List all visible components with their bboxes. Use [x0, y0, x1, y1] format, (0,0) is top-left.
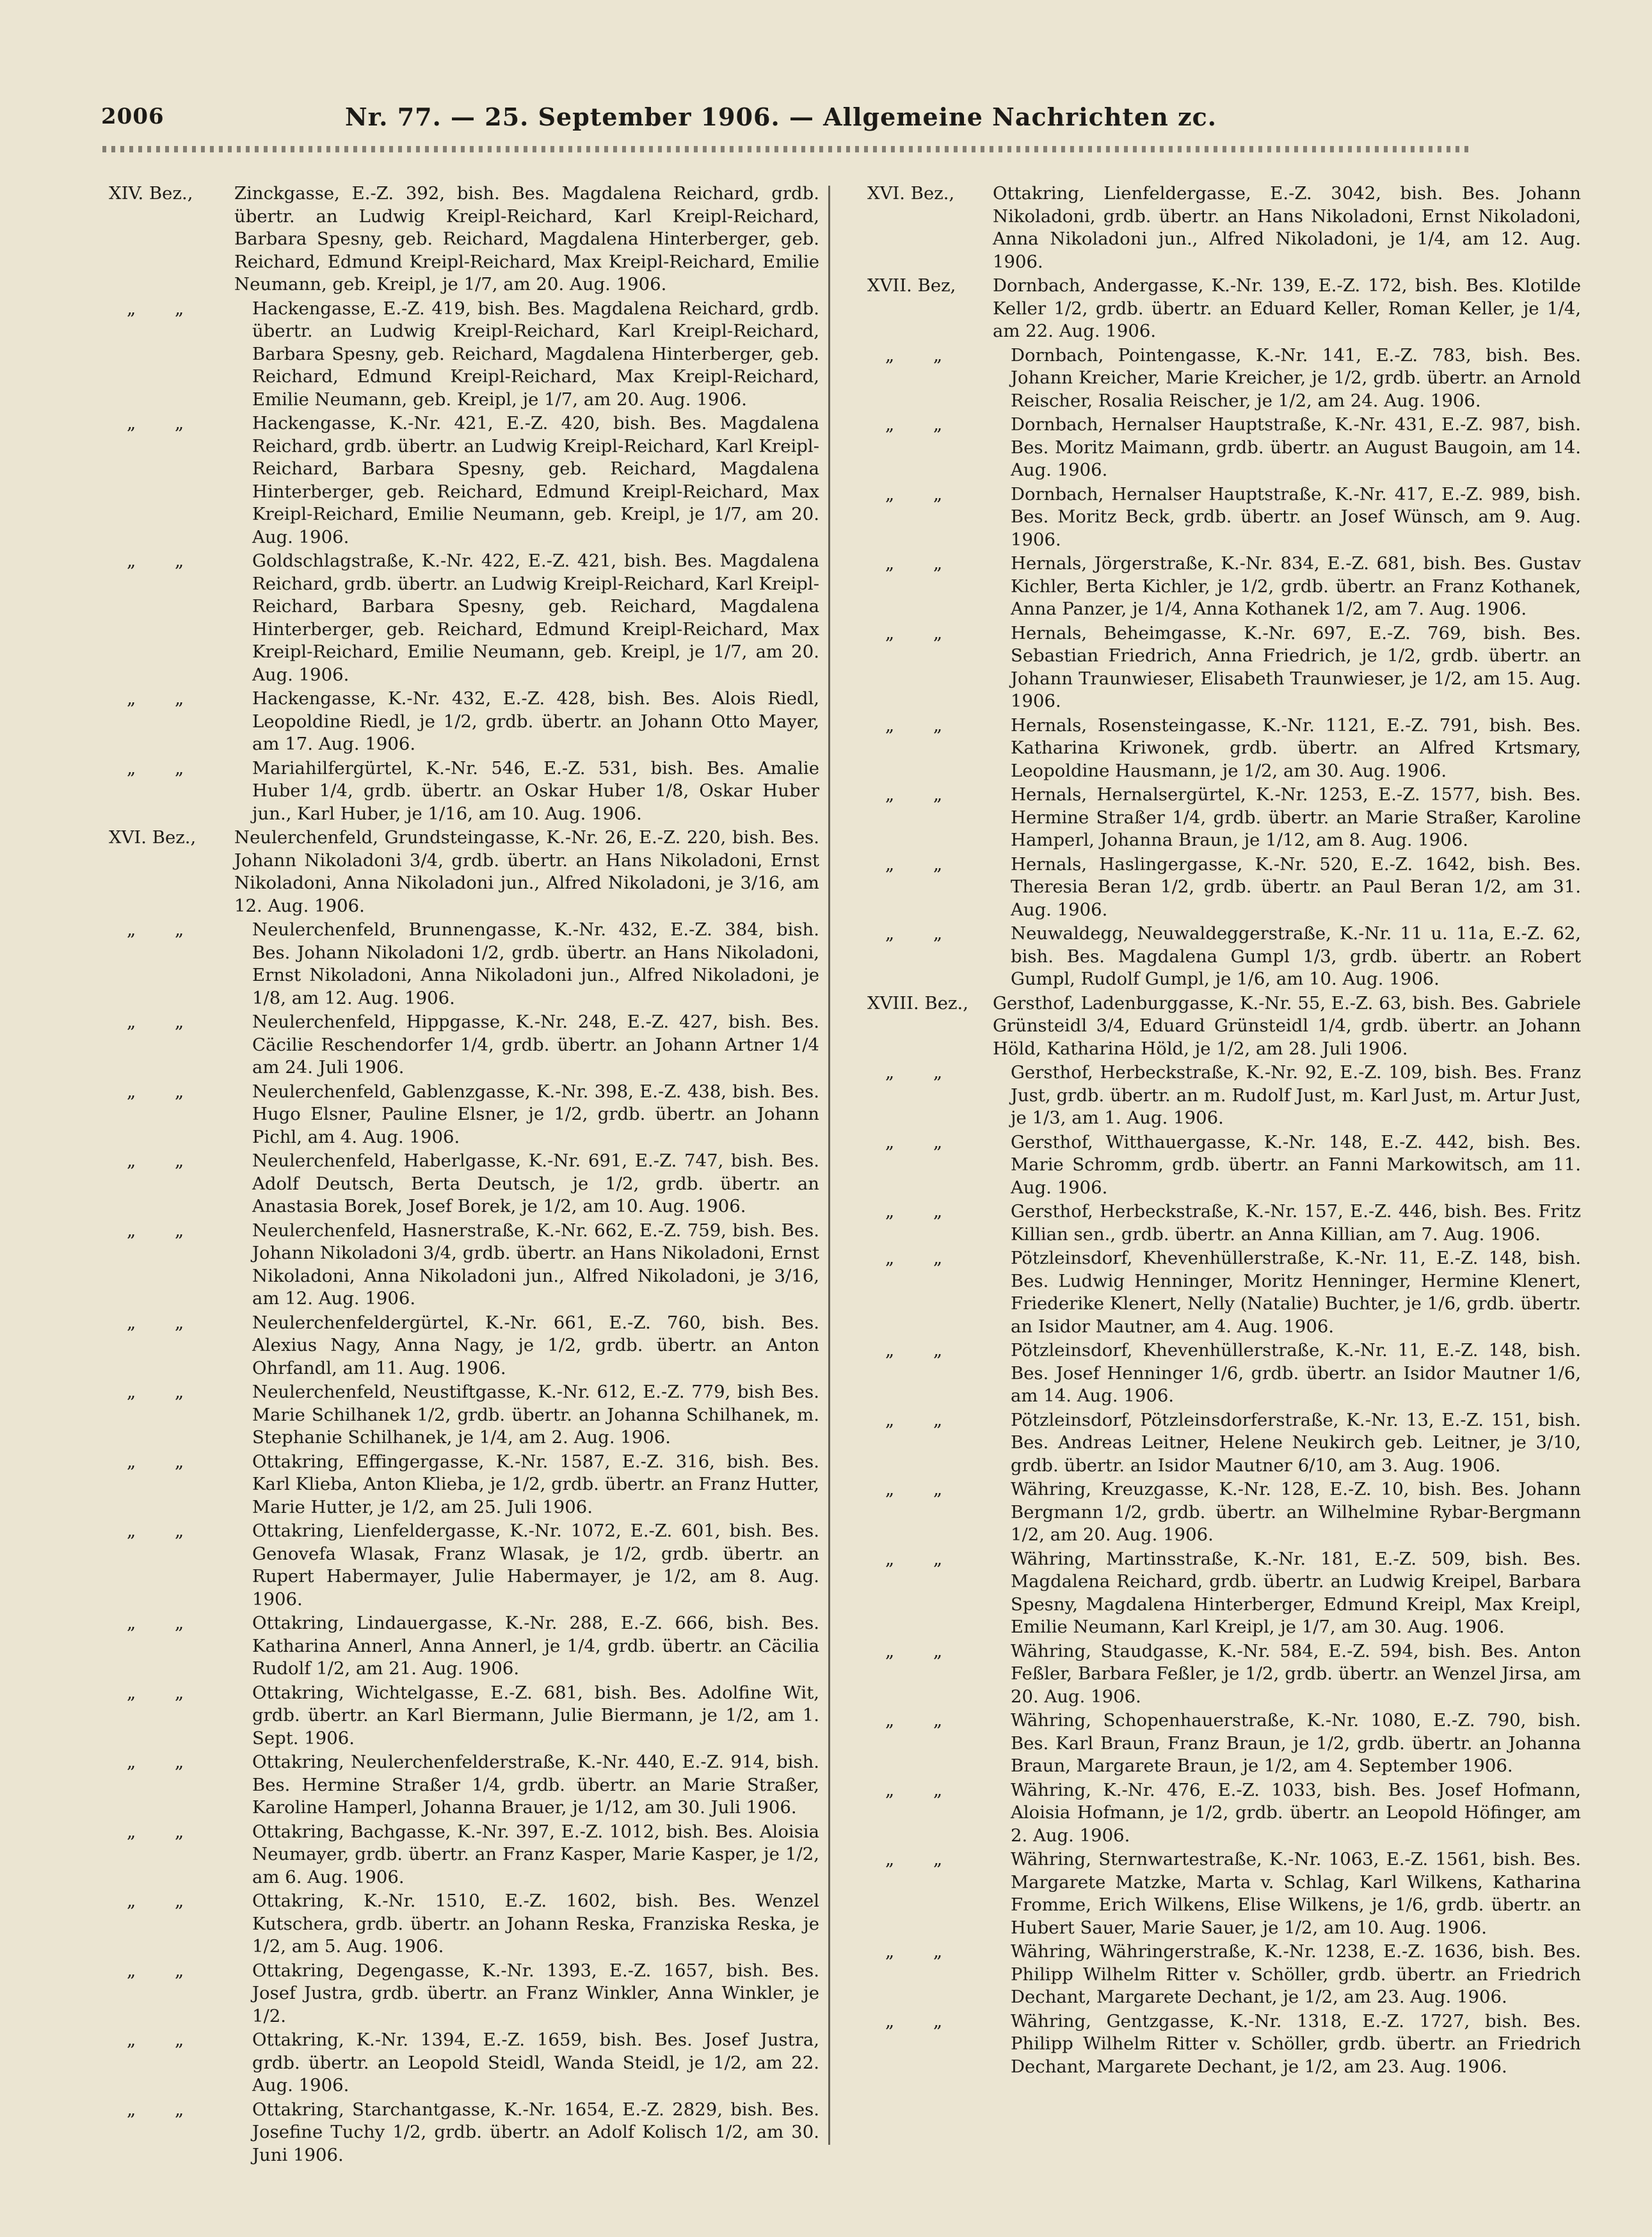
- district-prefix: „ „: [885, 1479, 959, 1499]
- register-entry: [867, 483, 1581, 552]
- register-entry: [109, 412, 819, 549]
- district-prefix: „ „: [127, 298, 201, 319]
- entry-text: Ottakring, Lienfeldergasse, E.-Z. 3042, bish. Bes. Johann Nikoladoni, grdb. übertr. an Hans Nikoladoni, Ernst Nikoladoni, Anna Nikoladoni jun., Alfred Nikoladoni, je 1/4, am 12. Aug. 1906.: [993, 183, 1581, 272]
- entry-text: Hernals, Hernalsergürtel, K.-Nr. 1253, E.-Z. 1577, bish. Bes. Hermine Straßer 1/4, grdb. übertr. an Marie Straßer, Karoline Hamperl, Johanna Braun, je 1/12, am 8. Aug. 1906.: [1011, 784, 1581, 850]
- district-prefix: „ „: [885, 483, 959, 505]
- entry-text: Neuwaldegg, Neuwaldeggerstraße, K.-Nr. 11 u. 11a, E.-Z. 62, bish. Bes. Magdalena Gumpl 1/3, grdb. übertr. an Robert Gumpl, Rudolf Gumpl, je 1/6, am 10. Aug. 1906.: [1011, 923, 1581, 989]
- entry-text: Währing, Schopenhauerstraße, K.-Nr. 1080, E.-Z. 790, bish. Bes. Karl Braun, Franz Braun, je 1/2, grdb. übertr. an Johanna Braun, Margarete Braun, je 1/2, am 4. September 1906.: [1011, 1710, 1581, 1776]
- register-entry: [109, 1150, 819, 1218]
- district-prefix: „ „: [127, 1521, 201, 1541]
- district-prefix: „ „: [127, 919, 201, 940]
- entry-text: Gersthof, Herbeckstraße, K.-Nr. 157, E.-Z. 446, bish. Bes. Fritz Killian sen., grdb. übertr. an Anna Killian, am 7. Aug. 1906.: [1011, 1201, 1581, 1245]
- entry-text: Hernals, Beheimgasse, K.-Nr. 697, E.-Z. 769, bish. Bes. Sebastian Friedrich, Anna Friedrich, je 1/2, grdb. übertr. an Johann Traunwieser, Elisabeth Traunwieser, je 1/2, am 15. Aug. 1906.: [1011, 622, 1581, 711]
- register-entry: [867, 1548, 1581, 1639]
- entry-text: Währing, Währingerstraße, K.-Nr. 1238, E.-Z. 1636, bish. Bes. Philipp Wilhelm Ritter v. Schöller, grdb. übertr. an Friedrich Dechant, Margarete Dechant, je 1/2, am 23. Aug. 1906.: [1011, 1941, 1581, 2007]
- register-entry: [109, 1890, 819, 1958]
- district-prefix: „ „: [885, 1548, 959, 1569]
- district-prefix: „ „: [127, 1682, 201, 1703]
- district-prefix: „ „: [885, 715, 959, 736]
- register-entry: [109, 1612, 819, 1681]
- register-entry: [867, 622, 1581, 713]
- district-prefix: „ „: [127, 1613, 201, 1633]
- district-prefix: „ „: [885, 414, 959, 435]
- entry-text: Währing, Martinsstraße, K.-Nr. 181, E.-Z. 509, bish. Bes. Magdalena Reichard, grdb. übertr. an Ludwig Kreipel, Barbara Spesny, Magdalena Hinterberger, Edmund Kreipl, Max Kreipl, Emilie Neumann, Karl Kreipl, je 1/7, am 30. Aug. 1906.: [1011, 1548, 1581, 1637]
- district-prefix: XIV. Bez.,: [109, 183, 193, 204]
- district-prefix: „ „: [885, 553, 959, 574]
- district-prefix: „ „: [127, 2099, 201, 2120]
- register-entry: [867, 1131, 1581, 1200]
- district-prefix: „ „: [885, 1340, 959, 1361]
- register-entry: [867, 275, 1581, 343]
- district-prefix: „ „: [885, 1941, 959, 1962]
- register-entry: [867, 1709, 1581, 1778]
- district-prefix: „ „: [127, 413, 201, 433]
- entry-text: Dornbach, Andergasse, K.-Nr. 139, E.-Z. 172, bish. Bes. Klotilde Keller 1/2, grdb. übertr. an Eduard Keller, Roman Keller, je 1/4, am 22. Aug. 1906.: [993, 275, 1581, 341]
- entry-text: Hernals, Haslingergasse, K.-Nr. 520, E.-Z. 1642, bish. Bes. Theresia Beran 1/2, grdb. übertr. an Paul Beran 1/2, am 31. Aug. 1906.: [1011, 853, 1581, 920]
- district-prefix: „ „: [127, 1012, 201, 1032]
- district-prefix: „ „: [885, 1779, 959, 1800]
- entry-text: Ottakring, Degengasse, K.-Nr. 1393, E.-Z. 1657, bish. Bes. Josef Justra, grdb. übertr. an Franz Winkler, Anna Winkler, je 1/2.: [252, 1960, 819, 2026]
- register-entry: [867, 1848, 1581, 1939]
- entry-text: Pötzleinsdorf, Khevenhüllerstraße, K.-Nr. 11, E.-Z. 148, bish. Bes. Josef Henninger 1/6, grdb. übertr. an Isidor Mautner 1/6, am 14. Aug. 1906.: [1011, 1340, 1581, 1406]
- district-prefix: „ „: [885, 784, 959, 805]
- register-entry: [109, 827, 819, 917]
- entry-text: Ottakring, Neulerchenfelderstraße, K.-Nr. 440, E.-Z. 914, bish. Bes. Hermine Straßer 1/4, grdb. übertr. an Marie Straßer, Karoline Hamperl, Johanna Brauer, je 1/12, am 30. Juli 1906.: [252, 1752, 819, 1818]
- register-entry: [867, 1478, 1581, 1547]
- district-prefix: „ „: [127, 1220, 201, 1241]
- register-entry: [109, 757, 819, 826]
- register-entry: [867, 1640, 1581, 1709]
- entry-text: Neulerchenfeld, Gablenzgasse, K.-Nr. 398, E.-Z. 438, bish. Bes. Hugo Elsner, Pauline Elsner, je 1/2, grdb. übertr. an Johann Pichl, am 4. Aug. 1906.: [252, 1081, 819, 1147]
- entry-text: Dornbach, Hernalser Hauptstraße, K.-Nr. 431, E.-Z. 987, bish. Bes. Moritz Maimann, grdb. übertr. an August Baugoin, am 14. Aug. 1906.: [1011, 414, 1581, 480]
- register-entry: [109, 1011, 819, 1079]
- district-prefix: „ „: [127, 1821, 201, 1842]
- district-prefix: „ „: [127, 1960, 201, 1981]
- district-prefix: „ „: [885, 1131, 959, 1152]
- entry-text: Neulerchenfeld, Haberlgasse, K.-Nr. 691, E.-Z. 747, bish. Bes. Adolf Deutsch, Berta Deutsch, je 1/2, grdb. übertr. an Anastasia Borek, Josef Borek, je 1/2, am 10. Aug. 1906.: [252, 1151, 819, 1216]
- district-prefix: „ „: [885, 853, 959, 875]
- register-entry: [867, 1941, 1581, 2009]
- entry-text: Ottakring, Bachgasse, K.-Nr. 397, E.-Z. 1012, bish. Bes. Aloisia Neumayer, grdb. übertr. an Franz Kasper, Marie Kasper, je 1/2, am 6. Aug. 1906.: [252, 1821, 819, 1887]
- entry-text: Neulerchenfeld, Hippgasse, K.-Nr. 248, E.-Z. 427, bish. Bes. Cäcilie Reschendorfer 1/4, grdb. übertr. an Johann Artner 1/4 am 24. Juli 1906.: [252, 1012, 819, 1078]
- entry-text: Pötzleinsdorf, Khevenhüllerstraße, K.-Nr. 11, E.-Z. 148, bish. Bes. Ludwig Henninger, Moritz Henninger, Hermine Klenert, Friederike Klenert, Nelly (Natalie) Buchter, je 1/6, grdb. übertr. an Isidor Mautner, am 4. Aug. 1906.: [1011, 1248, 1581, 1337]
- district-prefix: „ „: [885, 1849, 959, 1870]
- register-entry: [867, 1062, 1581, 1130]
- entry-text: Ottakring, Wichtelgasse, E.-Z. 681, bish. Bes. Adolfine Wit, grdb. übertr. an Karl Biermann, Julie Biermann, je 1/2, am 1. Sept. 1906.: [252, 1682, 819, 1748]
- entry-text: Ottakring, Effingergasse, K.-Nr. 1587, E.-Z. 316, bish. Bes. Karl Klieba, Anton Klieba, je 1/2, grdb. übertr. an Franz Hutter, Marie Hutter, je 1/2, am 25. Juli 1906.: [252, 1451, 819, 1517]
- district-prefix: „ „: [127, 1891, 201, 1911]
- entry-text: Ottakring, Lindauergasse, K.-Nr. 288, E.-Z. 666, bish. Bes. Katharina Annerl, Anna Annerl, je 1/4, grdb. übertr. an Cäcilia Rudolf 1/2, am 21. Aug. 1906.: [252, 1613, 819, 1679]
- page-number: 2006: [101, 104, 164, 129]
- entry-text: Mariahilfergürtel, K.-Nr. 546, E.-Z. 531, bish. Bes. Amalie Huber 1/4, grdb. übertr. an Oskar Huber 1/8, Oskar Huber jun., Karl Huber, je 1/16, am 10. Aug. 1906.: [252, 757, 819, 824]
- district-prefix: XVII. Bez,: [867, 275, 956, 296]
- entry-text: Währing, Gentzgasse, K.-Nr. 1318, E.-Z. 1727, bish. Bes. Philipp Wilhelm Ritter v. Schöller, grdb. übertr. an Friedrich Dechant, Margarete Dechant, je 1/2, am 23. Aug. 1906.: [1011, 2010, 1581, 2077]
- entry-text: Neulerchenfeld, Hasnerstraße, K.-Nr. 662, E.-Z. 759, bish. Bes. Johann Nikoladoni 3/4, grdb. übertr. an Hans Nikoladoni, Ernst Nikoladoni, Anna Nikoladoni jun., Alfred Nikoladoni, je 3/16, am 12. Aug. 1906.: [252, 1220, 819, 1309]
- register-entry: [867, 2010, 1581, 2079]
- entry-text: Zinckgasse, E.-Z. 392, bish. Bes. Magdalena Reichard, grdb. übertr. an Ludwig Kreipl-Reichard, Karl Kreipl-Reichard, Barbara Spesny, geb. Reichard, Magdalena Hinterberger, geb. Reichard, Edmund Kreipl-Reichard, Max Kreipl-Reichard, Emilie Neumann, geb. Kreipl, je 1/7, am 20. Aug. 1906.: [234, 183, 819, 295]
- district-prefix: „ „: [127, 2030, 201, 2050]
- entry-text: Hernals, Jörgerstraße, K.-Nr. 834, E.-Z. 681, bish. Bes. Gustav Kichler, Berta Kichler, je 1/2, grdb. übertr. an Franz Kothanek, Anna Panzer, je 1/4, Anna Kothanek 1/2, am 7. Aug. 1906.: [1011, 553, 1581, 619]
- district-prefix: „ „: [885, 923, 959, 944]
- entry-text: Gersthof, Herbeckstraße, K.-Nr. 92, E.-Z. 109, bish. Bes. Franz Just, grdb. übertr. an m. Rudolf Just, m. Karl Just, m. Artur Just, je 1/3, am 1. Aug. 1906.: [1011, 1062, 1581, 1128]
- right-column: [867, 182, 1581, 2080]
- entry-text: Währing, K.-Nr. 476, E.-Z. 1033, bish. Bes. Josef Hofmann, Aloisia Hofmann, je 1/2, grdb. übertr. an Leopold Höfinger, am 2. Aug. 1906.: [1011, 1779, 1581, 1846]
- entry-text: Ottakring, K.-Nr. 1394, E.-Z. 1659, bish. Bes. Josef Justra, grdb. übertr. an Leopold Steidl, Wanda Steidl, je 1/2, am 22. Aug. 1906.: [252, 2030, 819, 2096]
- district-prefix: „ „: [127, 757, 201, 779]
- register-entry: [109, 1520, 819, 1611]
- district-prefix: „ „: [885, 1640, 959, 1661]
- left-column: [109, 182, 819, 2168]
- entry-text: Währing, Sternwartestraße, K.-Nr. 1063, E.-Z. 1561, bish. Bes. Margarete Matzke, Marta v. Schlag, Karl Wilkens, Katharina Fromme, Erich Wilkens, Elise Wilkens, je 1/6, grdb. übertr. an Hubert Sauer, Marie Sauer, je 1/2, am 10. Aug. 1906.: [1011, 1849, 1581, 1938]
- entry-text: Neulerchenfeld, Neustiftgasse, K.-Nr. 612, E.-Z. 779, bish Bes. Marie Schilhanek 1/2, grdb. übertr. an Johanna Schilhanek, m. Stephanie Schilhanek, je 1/4, am 2. Aug. 1906.: [252, 1382, 819, 1448]
- register-entry: [109, 1451, 819, 1519]
- register-entry: [867, 784, 1581, 852]
- entry-text: Währing, Kreuzgasse, K.-Nr. 128, E.-Z. 10, bish. Bes. Johann Bergmann 1/2, grdb. übertr. an Wilhelmine Rybar-Bergmann 1/2, am 20. Aug. 1906.: [1011, 1479, 1581, 1545]
- register-entry: [867, 853, 1581, 922]
- district-prefix: „ „: [127, 1151, 201, 1171]
- register-entry: [109, 1081, 819, 1149]
- district-prefix: „ „: [127, 551, 201, 571]
- entry-text: Dornbach, Pointengasse, K.-Nr. 141, E.-Z. 783, bish. Bes. Johann Kreicher, Marie Kreicher, je 1/2, grdb. übertr. an Arnold Reischer, Rosalia Reischer, je 1/2, am 24. Aug. 1906.: [1011, 344, 1581, 411]
- register-entry: [109, 1960, 819, 2028]
- entry-text: Hernals, Rosensteingasse, K.-Nr. 1121, E.-Z. 791, bish. Bes. Katharina Kriwonek, grdb. übertr. an Alfred Krtsmary, Leopoldine Hausmann, je 1/2, am 30. Aug. 1906.: [1011, 715, 1581, 781]
- register-entry: [867, 1247, 1581, 1338]
- district-prefix: XVI. Bez.,: [867, 183, 955, 204]
- entry-text: Hackengasse, K.-Nr. 421, E.-Z. 420, bish. Bes. Magdalena Reichard, grdb. übertr. an Ludwig Kreipl-Reichard, Karl Kreipl-Reichard, Barbara Spesny, geb. Reichard, Magdalena Hinterberger, geb. Reichard, Edmund Kreipl-Reichard, Max Kreipl-Reichard, Emilie Neumann, geb. Kreipl, je 1/7, am 20. Aug. 1906.: [252, 413, 819, 547]
- register-entry: [109, 1220, 819, 1311]
- entry-text: Neulerchenfeldergürtel, K.-Nr. 661, E.-Z. 760, bish. Bes. Alexius Nagy, Anna Nagy, je 1/2, grdb. übertr. an Anton Ohrfandl, am 11. Aug. 1906.: [252, 1312, 819, 1378]
- entry-text: Ottakring, Starchantgasse, K.-Nr. 1654, E.-Z. 2829, bish. Bes. Josefine Tuchy 1/2, grdb. übertr. an Adolf Kolisch 1/2, am 30. Juni 1906.: [252, 2099, 819, 2165]
- column-divider: [828, 186, 830, 2145]
- register-entry: [109, 550, 819, 686]
- district-prefix: „ „: [885, 1062, 959, 1083]
- register-entry: [867, 1339, 1581, 1408]
- register-entry: [109, 1821, 819, 1889]
- register-entry: [109, 1381, 819, 1450]
- register-entry: [867, 553, 1581, 621]
- register-entry: [867, 992, 1581, 1061]
- register-entry: [867, 1409, 1581, 1478]
- register-entry: [109, 1751, 819, 1820]
- register-entry: [109, 182, 819, 296]
- district-prefix: „ „: [885, 622, 959, 643]
- district-prefix: „ „: [127, 688, 201, 709]
- district-prefix: XVI. Bez.,: [109, 827, 196, 848]
- district-prefix: „ „: [885, 1409, 959, 1430]
- header-rule: [102, 146, 1472, 152]
- entry-text: Ottakring, Lienfeldergasse, K.-Nr. 1072, E.-Z. 601, bish. Bes. Genovefa Wlasak, Franz Wlasak, je 1/2, grdb. übertr. an Rupert Habermayer, Julie Habermayer, je 1/2, am 8. Aug. 1906.: [252, 1521, 819, 1610]
- register-entry: [109, 688, 819, 756]
- register-entry: [109, 1312, 819, 1380]
- register-entry: [109, 919, 819, 1010]
- page-header: [90, 96, 1472, 141]
- district-prefix: „ „: [885, 2010, 959, 2031]
- district-prefix: „ „: [885, 1248, 959, 1268]
- district-prefix: „ „: [127, 1081, 201, 1102]
- entry-text: Neulerchenfeld, Brunnengasse, K.-Nr. 432, E.-Z. 384, bish. Bes. Johann Nikoladoni 1/2, grdb. übertr. an Hans Nikoladoni, Ernst Nikoladoni, Anna Nikoladoni jun., Alfred Nikoladoni, je 1/8, am 12. Aug. 1906.: [252, 919, 819, 1008]
- district-prefix: „ „: [885, 1201, 959, 1222]
- entry-text: Gersthof, Witthauergasse, K.-Nr. 148, E.-Z. 442, bish. Bes. Marie Schromm, grdb. übertr. an Fanni Markowitsch, am 11. Aug. 1906.: [1011, 1131, 1581, 1198]
- register-entry: [109, 2029, 819, 2097]
- running-title: Nr. 77. — 25. September 1906. — Allgemeine Nachrichten zc.: [344, 102, 1217, 131]
- district-prefix: XVIII. Bez.,: [867, 992, 968, 1014]
- register-entry: [867, 715, 1581, 783]
- entry-text: Neulerchenfeld, Grundsteingasse, K.-Nr. 26, E.-Z. 220, bish. Bes. Johann Nikoladoni 3/4, grdb. übertr. an Hans Nikoladoni, Ernst Nikoladoni, Anna Nikoladoni jun., Alfred Nikoladoni, je 3/16, am 12. Aug. 1906.: [234, 827, 819, 916]
- register-entry: [867, 414, 1581, 482]
- register-entry: [109, 2099, 819, 2167]
- register-entry: [109, 1682, 819, 1750]
- district-prefix: „ „: [127, 1451, 201, 1472]
- entry-text: Goldschlagstraße, K.-Nr. 422, E.-Z. 421, bish. Bes. Magdalena Reichard, grdb. übertr. an Ludwig Kreipl-Reichard, Karl Kreipl-Reichard, Barbara Spesny, geb. Reichard, Magdalena Hinterberger, geb. Reichard, Edmund Kreipl-Reichard, Max Kreipl-Reichard, Emilie Neumann, geb. Kreipl, je 1/7, am 20. Aug. 1906.: [252, 551, 819, 685]
- register-entry: [867, 344, 1581, 413]
- entry-text: Gersthof, Ladenburggasse, K.-Nr. 55, E.-Z. 63, bish. Bes. Gabriele Grünsteidl 3/4, Eduard Grünsteidl 1/4, grdb. übertr. an Johann Höld, Katharina Höld, je 1/2, am 28. Juli 1906.: [993, 992, 1581, 1059]
- register-entry: [867, 1779, 1581, 1848]
- district-prefix: „ „: [885, 1710, 959, 1731]
- register-entry: [867, 1200, 1581, 1246]
- register-entry: [867, 923, 1581, 991]
- entry-text: Ottakring, K.-Nr. 1510, E.-Z. 1602, bish. Bes. Wenzel Kutschera, grdb. übertr. an Johann Reska, Franziska Reska, je 1/2, am 5. Aug. 1906.: [252, 1891, 819, 1957]
- district-prefix: „ „: [127, 1752, 201, 1772]
- entry-text: Währing, Staudgasse, K.-Nr. 584, E.-Z. 594, bish. Bes. Anton Feßler, Barbara Feßler, je 1/2, grdb. übertr. an Wenzel Jirsa, am 20. Aug. 1906.: [1011, 1640, 1581, 1707]
- entry-text: Hackengasse, E.-Z. 419, bish. Bes. Magdalena Reichard, grdb. übertr. an Ludwig Kreipl-Reichard, Karl Kreipl-Reichard, Barbara Spesny, geb. Reichard, Magdalena Hinterberger, geb. Reichard, Edmund Kreipl-Reichard, Max Kreipl-Reichard, Emilie Neumann, geb. Kreipl, je 1/7, am 20. Aug. 1906.: [252, 298, 819, 410]
- entry-text: Dornbach, Hernalser Hauptstraße, K.-Nr. 417, E.-Z. 989, bish. Bes. Moritz Beck, grdb. übertr. an Josef Wünsch, am 9. Aug. 1906.: [1011, 483, 1581, 550]
- register-entry: [109, 298, 819, 412]
- district-prefix: „ „: [885, 344, 959, 366]
- district-prefix: „ „: [127, 1312, 201, 1333]
- entry-text: Hackengasse, K.-Nr. 432, E.-Z. 428, bish. Bes. Alois Riedl, Leopoldine Riedl, je 1/2, grdb. übertr. an Johann Otto Mayer, am 17. Aug. 1906.: [252, 688, 819, 754]
- entry-text: Pötzleinsdorf, Pötzleinsdorferstraße, K.-Nr. 13, E.-Z. 151, bish. Bes. Andreas Leitner, Helene Neukirch geb. Leitner, je 3/10, grdb. übertr. an Isidor Mautner 6/10, am 3. Aug. 1906.: [1011, 1409, 1581, 1476]
- district-prefix: „ „: [127, 1382, 201, 1402]
- register-entry: [867, 182, 1581, 273]
